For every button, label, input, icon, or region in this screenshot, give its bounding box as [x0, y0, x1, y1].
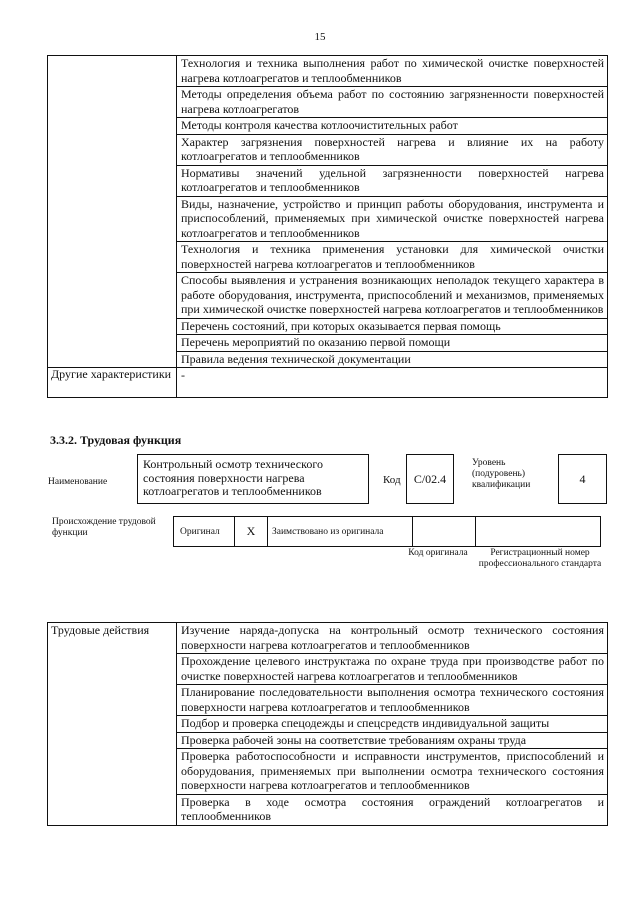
- knowledge-item: Способы выявления и устранения возникающих неполадок текущего характера в работе оборудования, инструмента, приспособлений и механизмов, применяемых при химической очистке поверхностей нагрева котлоагрегатов и теплообменников: [177, 273, 608, 319]
- knowledge-item: Методы определения объема работ по состоянию загрязненности поверхностей нагрева котлоагрегатов: [177, 87, 608, 118]
- other-characteristics-value: -: [177, 368, 608, 398]
- function-name-value: Контрольный осмотр технического состояния поверхности нагрева котлоагрегатов и теплообменников: [137, 454, 369, 504]
- action-item: Проверка рабочей зоны на соответствие требованиям охраны труда: [177, 732, 608, 749]
- original-mark: X: [234, 516, 268, 547]
- original-label: Оригинал: [173, 516, 235, 547]
- section-title: 3.3.2. Трудовая функция: [50, 433, 182, 447]
- original-code-caption: Код оригинала: [408, 548, 468, 558]
- knowledge-item: Перечень мероприятий по оказанию первой помощи: [177, 335, 608, 352]
- action-item: Проверка работоспособности и исправности инструментов, приспособлений и оборудования, применяемых при выполнении осмотра технического состояния поверхности нагрева котлоагрегатов и теплообменников: [177, 749, 608, 795]
- table-row: [48, 623, 608, 654]
- action-item: Изучение наряда-допуска на контрольный осмотр технического состояния поверхности нагрева котлоагрегатов и теплообменников: [177, 623, 608, 654]
- table-row: [48, 368, 608, 398]
- action-item: Планирование последовательности выполнения осмотра технического состояния поверхности нагрева котлоагрегатов и теплообменников: [177, 685, 608, 716]
- knowledge-item: Характер загрязнения поверхностей нагрева и влияние их на работу котлоагрегатов и теплообменников: [177, 134, 608, 165]
- other-characteristics-label: Другие характеристики: [48, 368, 177, 398]
- knowledge-item: Виды, назначение, устройство и принцип работы оборудования, инструмента и приспособлений, применяемых при химической очистке поверхностей нагрева котлоагрегатов и теплообменников: [177, 196, 608, 242]
- code-value: C/02.4: [406, 454, 454, 504]
- level-label: Уровень (подуровень) квалификации: [472, 458, 531, 490]
- origin-row: [174, 516, 601, 547]
- knowledge-item: Технология и техника применения установки для химической очистки поверхностей нагрева котлоагрегатов и теплообменников: [177, 242, 608, 273]
- knowledge-table: [47, 55, 608, 398]
- actions-table: [47, 622, 608, 826]
- knowledge-label-cell: [48, 56, 177, 368]
- table-row: [48, 56, 608, 87]
- registration-number-caption: Регистрационный номер профессионального стандарта: [478, 548, 602, 569]
- name-label: Наименование: [48, 477, 108, 487]
- action-item: Проверка в ходе осмотра состояния ограждений котлоагрегатов и теплообменников: [177, 794, 608, 825]
- knowledge-item: Правила ведения технической документации: [177, 351, 608, 368]
- registration-number-cell: [475, 516, 601, 547]
- code-label: Код: [383, 474, 401, 486]
- knowledge-item: Нормативы значений удельной загрязненности поверхностей нагрева котлоагрегатов и теплообменников: [177, 165, 608, 196]
- knowledge-item: Методы контроля качества котлоочистительных работ: [177, 118, 608, 135]
- knowledge-item: Технология и техника выполнения работ по химической очистке поверхностей нагрева котлоагрегатов и теплообменников: [177, 56, 608, 87]
- level-value: 4: [558, 454, 607, 504]
- knowledge-item: Перечень состояний, при которых оказывается первая помощь: [177, 318, 608, 335]
- origin-label: Происхождение трудовой функции: [52, 517, 156, 538]
- actions-label: Трудовые действия: [48, 623, 177, 826]
- page-number: 15: [314, 31, 326, 43]
- borrowed-label: Заимствовано из оригинала: [267, 516, 413, 547]
- action-item: Подбор и проверка спецодежды и спецсредств индивидуальной защиты: [177, 716, 608, 733]
- action-item: Прохождение целевого инструктажа по охране труда при производстве работ по очистке поверхностей нагрева котлоагрегатов и теплообменников: [177, 654, 608, 685]
- original-code-cell: [412, 516, 476, 547]
